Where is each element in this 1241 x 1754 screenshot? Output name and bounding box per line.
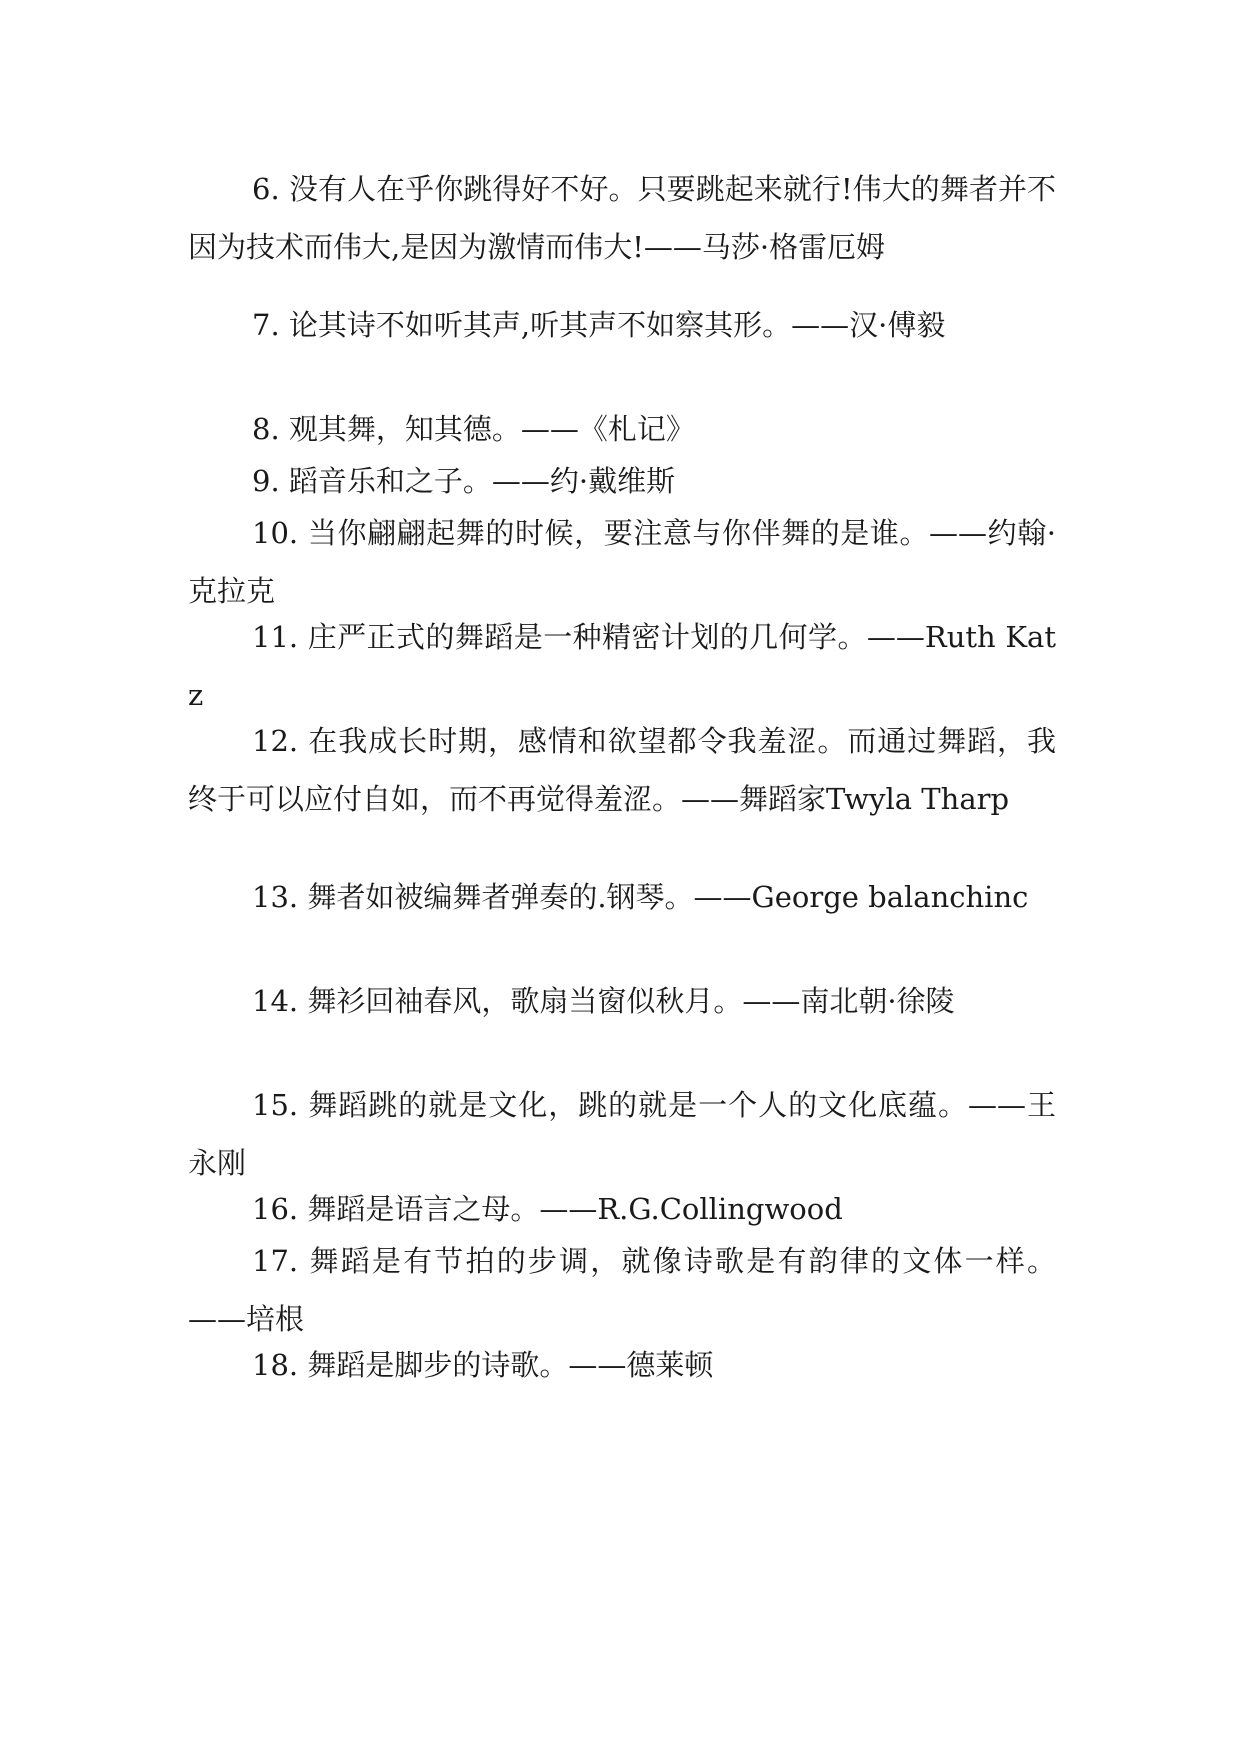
quote-14: 14. 舞衫回袖春风，歌扇当窗似秋月。——南北朝·徐陵 <box>252 984 955 1018</box>
quote-16: 16. 舞蹈是语言之母。——R.G.Collingwood <box>252 1192 843 1226</box>
quote-9: 9. 蹈音乐和之子。——约·戴维斯 <box>252 464 676 498</box>
quote-10: 10. 当你翩翩起舞的时候，要注意与你伴舞的是谁。——约翰·克拉克 <box>188 516 1056 608</box>
quote-11: 11. 庄严正式的舞蹈是一种精密计划的几何学。——Ruth Katz <box>188 620 1056 712</box>
quote-7: 7. 论其诗不如听其声,听其声不如察其形。——汉·傅毅 <box>252 308 946 342</box>
quote-17: 17. 舞蹈是有节拍的步调，就像诗歌是有韵律的文体一样。——培根 <box>188 1244 1056 1336</box>
quote-18: 18. 舞蹈是脚步的诗歌。——德莱顿 <box>252 1348 714 1382</box>
quote-15: 15. 舞蹈跳的就是文化，跳的就是一个人的文化底蕴。——王永刚 <box>188 1088 1056 1180</box>
quote-8: 8. 观其舞，知其德。——《札记》 <box>252 412 695 446</box>
quote-13: 13. 舞者如被编舞者弹奏的.钢琴。——George balanchinc <box>252 880 1029 914</box>
quote-12: 12. 在我成长时期，感情和欲望都令我羞涩。而通过舞蹈，我终于可以应付自如，而不再觉得羞涩。——舞蹈家Twyla Tharp <box>188 724 1056 816</box>
quote-6: 6. 没有人在乎你跳得好不好。只要跳起来就行!伟大的舞者并不因为技术而伟大,是因为激情而伟大!——马莎·格雷厄姆 <box>188 172 1056 264</box>
